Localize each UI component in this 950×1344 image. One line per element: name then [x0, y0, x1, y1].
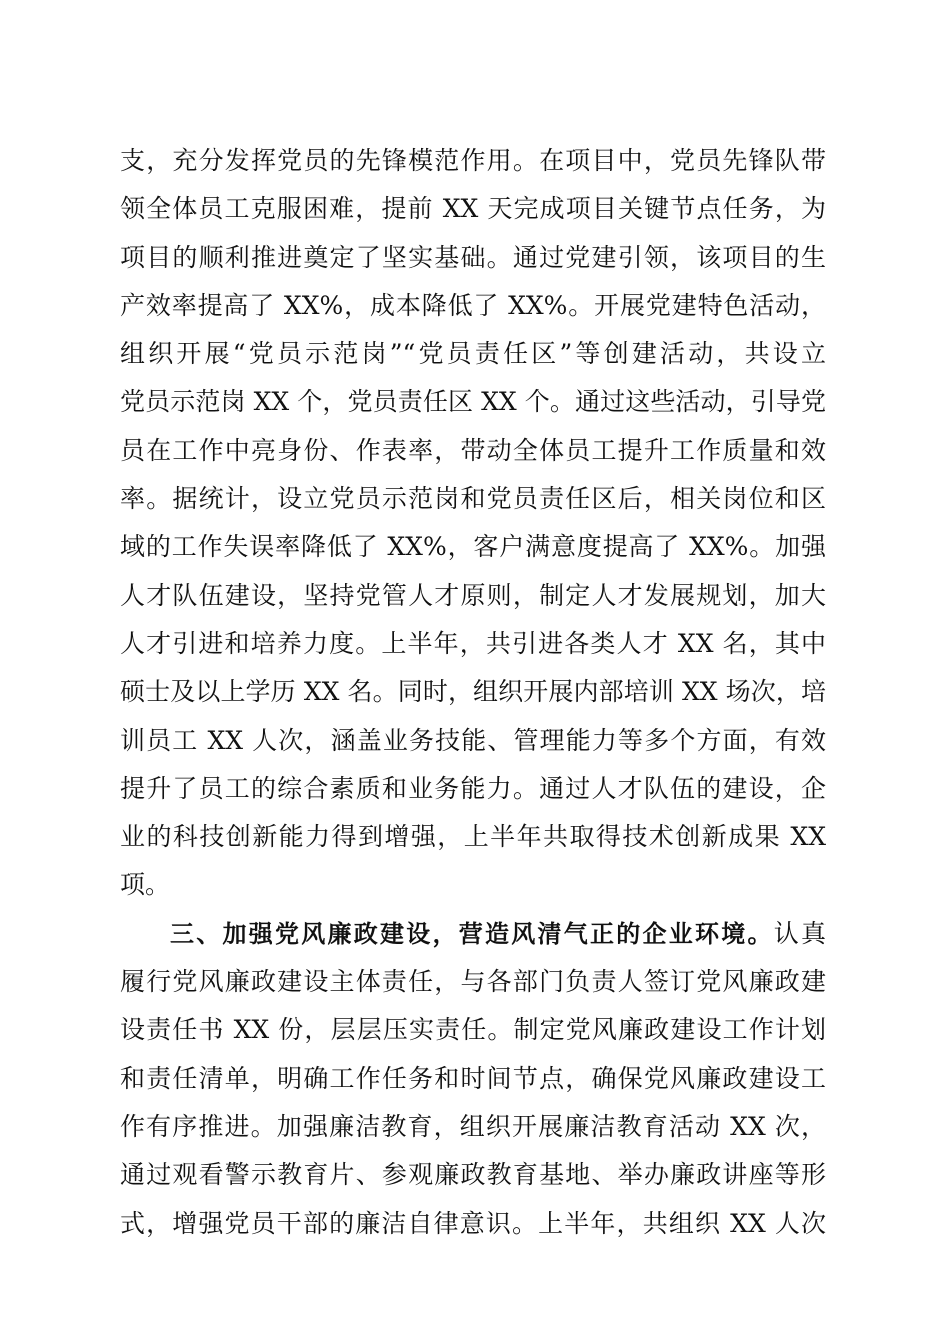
- text-line: 设责任书 XX 份，层层压实责任。制定党风廉政建设工作计划: [120, 1015, 826, 1045]
- text-line: 支，充分发挥党员的先锋模范作用。在项目中，党员先锋队带: [120, 146, 826, 175]
- text-line: 硕士及以上学历 XX 名。同时，组织开展内部培训 XX 场次，培: [120, 677, 826, 707]
- text-line: 式，增强党员干部的廉洁自律意识。上半年，共组织 XX 人次: [120, 1208, 826, 1238]
- heading-line-rest: 认真: [773, 918, 826, 948]
- text-line: 人才引进和培养力度。上半年，共引进各类人才 XX 名，其中: [120, 628, 826, 658]
- text-line: 和责任清单，明确工作任务和时间节点，确保党风廉政建设工: [120, 1063, 826, 1093]
- text-line: 业的科技创新能力得到增强，上半年共取得技术创新成果 XX: [120, 822, 826, 852]
- text-line: 人才队伍建设，坚持党管人才原则，制定人才发展规划，加大: [120, 580, 826, 610]
- text-line: 领全体员工克服困难，提前 XX 天完成项目关键节点任务，为: [120, 194, 826, 224]
- text-line: 通过观看警示教育片、参观廉政教育基地、举办廉政讲座等形: [120, 1160, 826, 1190]
- text-line: 项。: [120, 870, 171, 900]
- paragraph-clean-governance: [120, 910, 826, 1248]
- text-line: 域的工作失误率降低了 XX%，客户满意度提高了 XX%。加强: [120, 532, 826, 562]
- text-line: 作有序推进。加强廉洁教育，组织开展廉洁教育活动 XX 次，: [120, 1111, 826, 1141]
- text-line: 党员示范岗 XX 个，党员责任区 XX 个。通过这些活动，引导党: [120, 387, 826, 417]
- text-line: 履行党风廉政建设主体责任，与各部门负责人签订党风廉政建: [120, 967, 826, 997]
- text-line: 项目的顺利推进奠定了坚实基础。通过党建引领，该项目的生: [120, 242, 826, 272]
- text-line: 组织开展“党员示范岗”“党员责任区”等创建活动，共设立: [120, 339, 826, 369]
- text-line: 提升了员工的综合素质和业务能力。通过人才队伍的建设，企: [120, 773, 826, 803]
- section-heading-line: [120, 910, 826, 958]
- document-body: [120, 137, 826, 1248]
- text-line: 率。据统计，设立党员示范岗和党员责任区后，相关岗位和区: [120, 484, 826, 514]
- text-line: 训员工 XX 人次，涵盖业务技能、管理能力等多个方面，有效: [120, 725, 826, 755]
- text-line: 产效率提高了 XX%，成本降低了 XX%。开展党建特色活动，: [120, 290, 826, 320]
- paragraph-party-building: [120, 137, 826, 910]
- text-line: 员在工作中亮身份、作表率，带动全体员工提升工作质量和效: [120, 435, 826, 465]
- section-heading: 三、加强党风廉政建设，营造风清气正的企业环境。: [170, 919, 774, 948]
